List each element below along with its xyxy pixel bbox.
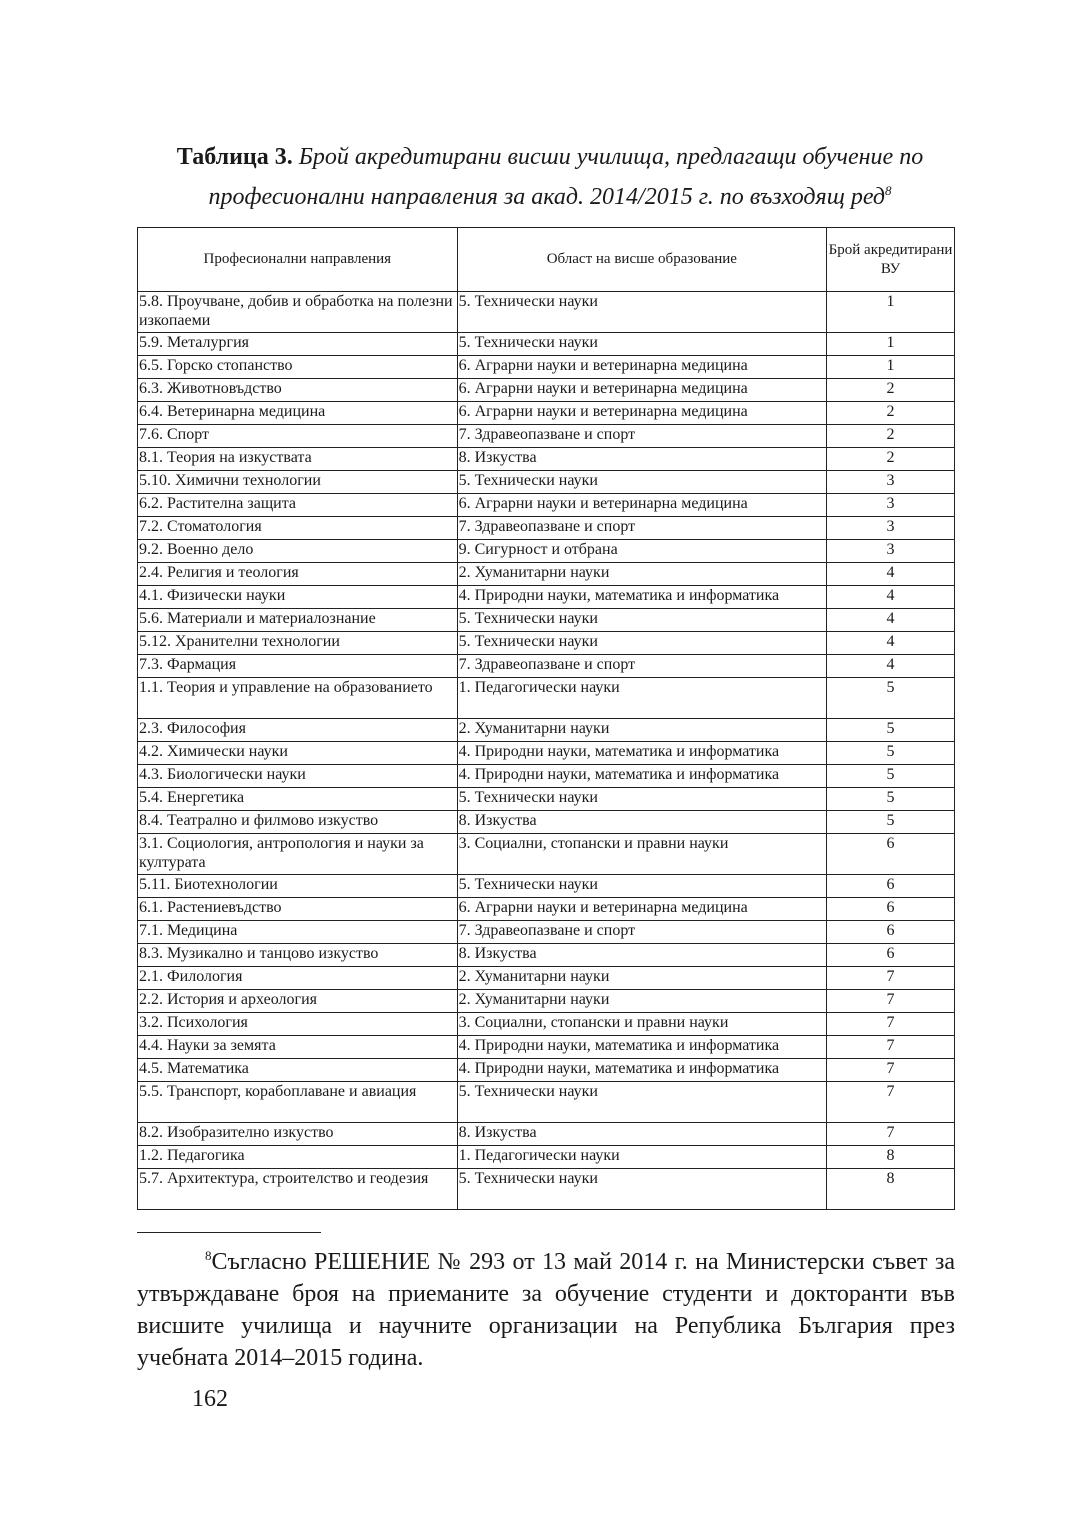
table-row	[138, 1123, 955, 1146]
cell-area: 4. Природни науки, математика и информатика	[457, 765, 826, 788]
cell-direction: 9.2. Военно дело	[138, 540, 458, 563]
cell-count: 6	[827, 875, 955, 898]
table-row	[138, 609, 955, 632]
footnote	[137, 1240, 955, 1374]
table-row	[138, 1082, 955, 1123]
cell-area: 4. Природни науки, математика и информатика	[457, 1036, 826, 1059]
cell-count: 6	[827, 921, 955, 944]
cell-area: 6. Аграрни науки и ветеринарна медицина	[457, 898, 826, 921]
cell-direction: 5.11. Биотехнологии	[138, 875, 458, 898]
table-row	[138, 494, 955, 517]
table-row	[138, 333, 955, 356]
table-row	[138, 898, 955, 921]
table-row	[138, 1059, 955, 1082]
cell-area: 6. Аграрни науки и ветеринарна медицина	[457, 379, 826, 402]
cell-count: 7	[827, 1082, 955, 1123]
caption-label: Таблица 3.	[176, 144, 293, 170]
table-row	[138, 990, 955, 1013]
table-row	[138, 1146, 955, 1169]
cell-direction: 5.4. Енергетика	[138, 788, 458, 811]
cell-direction: 5.6. Материали и материалознание	[138, 609, 458, 632]
cell-area: 2. Хуманитарни науки	[457, 719, 826, 742]
cell-area: 5. Технически науки	[457, 471, 826, 494]
table-row	[138, 448, 955, 471]
cell-count: 8	[827, 1169, 955, 1210]
cell-area: 7. Здравеопазване и спорт	[457, 921, 826, 944]
cell-area: 5. Технически науки	[457, 875, 826, 898]
cell-count: 5	[827, 811, 955, 834]
cell-area: 7. Здравеопазване и спорт	[457, 425, 826, 448]
table-row	[138, 563, 955, 586]
cell-direction: 2.4. Религия и теология	[138, 563, 458, 586]
cell-direction: 5.7. Архитектура, строителство и геодезия	[138, 1169, 458, 1210]
header-direction: Професионални направления	[138, 228, 458, 292]
cell-count: 2	[827, 379, 955, 402]
cell-area: 7. Здравеопазване и спорт	[457, 655, 826, 678]
cell-area: 3. Социални, стопански и правни науки	[457, 1013, 826, 1036]
cell-direction: 4.1. Физически науки	[138, 586, 458, 609]
table-caption	[120, 140, 980, 214]
cell-area: 2. Хуманитарни науки	[457, 967, 826, 990]
table-row	[138, 471, 955, 494]
table-row	[138, 1169, 955, 1210]
header-area: Област на висше образование	[457, 228, 826, 292]
cell-count: 8	[827, 1146, 955, 1169]
page-number: 162	[192, 1386, 228, 1412]
cell-area: 3. Социални, стопански и правни науки	[457, 834, 826, 875]
cell-direction: 4.2. Химически науки	[138, 742, 458, 765]
cell-direction: 6.5. Горско стопанство	[138, 356, 458, 379]
table-row	[138, 425, 955, 448]
cell-area: 7. Здравеопазване и спорт	[457, 517, 826, 540]
cell-area: 5. Технически науки	[457, 632, 826, 655]
table-row	[138, 356, 955, 379]
table-row	[138, 1036, 955, 1059]
cell-count: 3	[827, 494, 955, 517]
cell-direction: 5.5. Транспорт, корабоплаване и авиация	[138, 1082, 458, 1123]
table-body	[138, 292, 955, 1210]
cell-direction: 7.3. Фармация	[138, 655, 458, 678]
cell-count: 7	[827, 990, 955, 1013]
cell-count: 2	[827, 402, 955, 425]
table-row	[138, 719, 955, 742]
cell-direction: 8.3. Музикално и танцово изкуство	[138, 944, 458, 967]
cell-direction: 1.2. Педагогика	[138, 1146, 458, 1169]
cell-area: 5. Технически науки	[457, 1082, 826, 1123]
cell-area: 5. Технически науки	[457, 609, 826, 632]
table-row	[138, 402, 955, 425]
cell-direction: 5.10. Химични технологии	[138, 471, 458, 494]
table-row	[138, 944, 955, 967]
cell-area: 8. Изкуства	[457, 1123, 826, 1146]
table-row	[138, 678, 955, 719]
cell-direction: 6.4. Ветеринарна медицина	[138, 402, 458, 425]
cell-direction: 8.1. Теория на изкуствата	[138, 448, 458, 471]
cell-area: 8. Изкуства	[457, 944, 826, 967]
cell-area: 1. Педагогически науки	[457, 678, 826, 719]
cell-direction: 2.1. Филология	[138, 967, 458, 990]
cell-count: 1	[827, 333, 955, 356]
accreditation-table	[137, 227, 955, 1210]
cell-area: 5. Технически науки	[457, 333, 826, 356]
cell-direction: 6.1. Растениевъдство	[138, 898, 458, 921]
table-row	[138, 1013, 955, 1036]
cell-count: 5	[827, 678, 955, 719]
cell-direction: 1.1. Теория и управление на образованието	[138, 678, 458, 719]
cell-direction: 7.6. Спорт	[138, 425, 458, 448]
cell-direction: 6.3. Животновъдство	[138, 379, 458, 402]
table-header-row	[138, 228, 955, 292]
footnote-separator	[137, 1232, 321, 1233]
cell-area: 5. Технически науки	[457, 1169, 826, 1210]
footnote-text: Съгласно РЕШЕНИЕ № 293 от 13 май 2014 г. на Министерски съвет за утвърждаване броя на приеманите за обучение студенти и докторанти във висшите училища и научните организации на Република България през учебната 2014–2015 година.	[137, 1249, 955, 1371]
cell-count: 7	[827, 1059, 955, 1082]
cell-area: 6. Аграрни науки и ветеринарна медицина	[457, 494, 826, 517]
cell-direction: 4.4. Науки за земята	[138, 1036, 458, 1059]
cell-count: 4	[827, 586, 955, 609]
cell-direction: 7.1. Медицина	[138, 921, 458, 944]
table-row	[138, 742, 955, 765]
cell-count: 5	[827, 788, 955, 811]
cell-area: 8. Изкуства	[457, 448, 826, 471]
table-row	[138, 788, 955, 811]
cell-count: 7	[827, 1123, 955, 1146]
cell-area: 9. Сигурност и отбрана	[457, 540, 826, 563]
cell-count: 4	[827, 655, 955, 678]
cell-area: 2. Хуманитарни науки	[457, 990, 826, 1013]
cell-count: 2	[827, 448, 955, 471]
cell-count: 4	[827, 609, 955, 632]
cell-area: 1. Педагогически науки	[457, 1146, 826, 1169]
cell-area: 6. Аграрни науки и ветеринарна медицина	[457, 356, 826, 379]
cell-count: 1	[827, 356, 955, 379]
table-row	[138, 967, 955, 990]
table-row	[138, 834, 955, 875]
table-row	[138, 517, 955, 540]
table-row	[138, 765, 955, 788]
cell-count: 4	[827, 563, 955, 586]
cell-area: 5. Технически науки	[457, 292, 826, 333]
cell-area: 8. Изкуства	[457, 811, 826, 834]
table-row	[138, 875, 955, 898]
table-row	[138, 540, 955, 563]
cell-direction: 5.12. Хранителни технологии	[138, 632, 458, 655]
cell-area: 2. Хуманитарни науки	[457, 563, 826, 586]
cell-count: 3	[827, 517, 955, 540]
cell-count: 2	[827, 425, 955, 448]
cell-count: 5	[827, 719, 955, 742]
table-row	[138, 921, 955, 944]
caption-text: Брой акредитирани висши училища, предлагащи обучение по професионални направления за акад. 2014/2015 г. по възходящ ред	[208, 144, 924, 210]
cell-direction: 4.5. Математика	[138, 1059, 458, 1082]
cell-direction: 7.2. Стоматология	[138, 517, 458, 540]
cell-direction: 8.2. Изобразително изкуство	[138, 1123, 458, 1146]
table-row	[138, 379, 955, 402]
cell-direction: 6.2. Растителна защита	[138, 494, 458, 517]
cell-direction: 3.1. Социология, антропология и науки за културата	[138, 834, 458, 875]
cell-direction: 4.3. Биологически науки	[138, 765, 458, 788]
cell-count: 7	[827, 1013, 955, 1036]
cell-area: 5. Технически науки	[457, 788, 826, 811]
table-row	[138, 811, 955, 834]
cell-count: 3	[827, 471, 955, 494]
cell-count: 5	[827, 765, 955, 788]
cell-count: 5	[827, 742, 955, 765]
cell-count: 7	[827, 967, 955, 990]
cell-direction: 8.4. Театрално и филмово изкуство	[138, 811, 458, 834]
table-row	[138, 655, 955, 678]
cell-direction: 5.8. Проучване, добив и обработка на полезни изкопаеми	[138, 292, 458, 333]
cell-direction: 2.3. Философия	[138, 719, 458, 742]
footnote-mark: 8	[205, 1248, 212, 1263]
cell-count: 6	[827, 944, 955, 967]
cell-area: 6. Аграрни науки и ветеринарна медицина	[457, 402, 826, 425]
cell-area: 4. Природни науки, математика и информатика	[457, 742, 826, 765]
header-count: Брой акредитирани ВУ	[827, 228, 955, 292]
cell-count: 1	[827, 292, 955, 333]
cell-direction: 5.9. Металургия	[138, 333, 458, 356]
cell-count: 6	[827, 898, 955, 921]
cell-count: 6	[827, 834, 955, 875]
cell-direction: 3.2. Психология	[138, 1013, 458, 1036]
caption-footnote-mark: 8	[885, 183, 892, 198]
cell-direction: 2.2. История и археология	[138, 990, 458, 1013]
cell-area: 4. Природни науки, математика и информатика	[457, 1059, 826, 1082]
table-row	[138, 586, 955, 609]
table-row	[138, 632, 955, 655]
cell-area: 4. Природни науки, математика и информатика	[457, 586, 826, 609]
cell-count: 7	[827, 1036, 955, 1059]
table-row	[138, 292, 955, 333]
cell-count: 4	[827, 632, 955, 655]
cell-count: 3	[827, 540, 955, 563]
